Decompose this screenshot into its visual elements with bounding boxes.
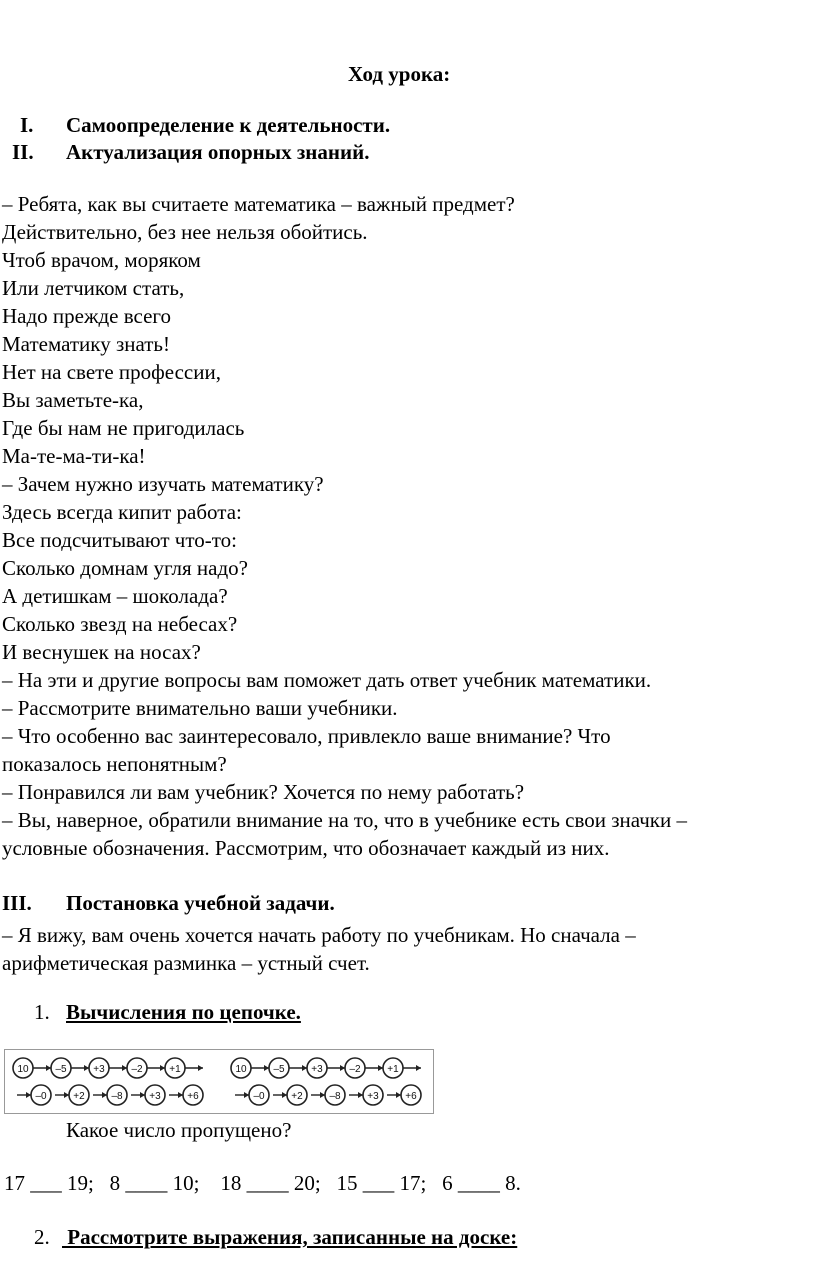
body-line: Или летчиком стать, bbox=[2, 276, 185, 300]
chain-arrowhead bbox=[416, 1065, 421, 1071]
body-line: Здесь всегда кипит работа: bbox=[2, 500, 242, 524]
chain-node-label: –2 bbox=[131, 1064, 143, 1075]
item-2-label: Рассмотрите выражения, записанные на доске: bbox=[62, 1225, 518, 1249]
body-line: Действительно, без нее нельзя обойтись. bbox=[2, 220, 368, 244]
chain-node-label: +1 bbox=[387, 1064, 399, 1075]
chain-node-label: –8 bbox=[329, 1091, 341, 1102]
chain-exercise-image bbox=[4, 1049, 434, 1114]
body-line: И веснушек на носах? bbox=[2, 640, 201, 664]
body-line: – Вы, наверное, обратили внимание на то, что в учебнике есть свои значки – bbox=[2, 808, 688, 832]
section-3-numeral: III. bbox=[2, 891, 32, 915]
question-text: Какое число пропущено? bbox=[66, 1118, 292, 1142]
item-1-number: 1. bbox=[34, 1000, 50, 1024]
missing-numbers-line: 17 ___ 19; 8 ____ 10; 18 ____ 20; 15 ___ 17; 6 ____ 8. bbox=[4, 1171, 521, 1195]
chain-node-label: 10 bbox=[17, 1064, 29, 1075]
chain-node-label: –5 bbox=[55, 1064, 67, 1075]
section-1-numeral: I. bbox=[20, 113, 34, 137]
task-line: арифметическая разминка – устный счет. bbox=[2, 951, 370, 975]
body-line: Чтоб врачом, моряком bbox=[2, 248, 201, 272]
body-line: условные обозначения. Рассмотрим, что обозначает каждый из них. bbox=[2, 836, 610, 860]
chain-node-label: 10 bbox=[235, 1064, 247, 1075]
chain-node-label: +6 bbox=[187, 1091, 199, 1102]
chain-node-label: –0 bbox=[35, 1091, 47, 1102]
body-line: А детишкам – шоколада? bbox=[2, 584, 228, 608]
body-line: Где бы нам не пригодилась bbox=[2, 416, 245, 440]
body-line: – Понравился ли вам учебник? Хочется по нему работать? bbox=[2, 780, 525, 804]
body-line: – На эти и другие вопросы вам поможет дать ответ учебник математики. bbox=[2, 668, 652, 692]
body-line: – Рассмотрите внимательно ваши учебники. bbox=[2, 696, 398, 720]
chain-node-label: +3 bbox=[311, 1064, 323, 1075]
section-2-numeral: II. bbox=[12, 140, 34, 164]
body-line: Надо прежде всего bbox=[2, 304, 172, 328]
chain-node-label: –8 bbox=[111, 1091, 123, 1102]
body-line: Нет на свете профессии, bbox=[2, 360, 221, 384]
section-3-heading: Постановка учебной задачи. bbox=[66, 891, 335, 915]
body-line: Все подсчитывают что-то: bbox=[2, 528, 237, 552]
task-line: – Я вижу, вам очень хочется начать работу по учебникам. Но сначала – bbox=[2, 923, 636, 947]
item-2-number: 2. bbox=[34, 1225, 50, 1249]
chain-node-label: +2 bbox=[73, 1091, 85, 1102]
body-line: Сколько звезд на небесах? bbox=[2, 612, 238, 636]
body-line: показалось непонятным? bbox=[2, 752, 227, 776]
chain-node-label: –5 bbox=[273, 1064, 285, 1075]
chain-node-label: –0 bbox=[253, 1091, 265, 1102]
chain-node-label: +6 bbox=[405, 1091, 417, 1102]
body-line: Сколько домнам угля надо? bbox=[2, 556, 248, 580]
chain-node-label: –2 bbox=[349, 1064, 361, 1075]
chain-arrowhead bbox=[198, 1065, 203, 1071]
chain-node-label: +1 bbox=[169, 1064, 181, 1075]
body-line: – Ребята, как вы считаете математика – важный предмет? bbox=[2, 192, 515, 216]
body-line: Ма-те-ма-ти-ка! bbox=[2, 444, 146, 468]
chain-node-label: +3 bbox=[93, 1064, 105, 1075]
item-1-label: Вычисления по цепочке. bbox=[66, 1000, 301, 1024]
body-line: Математику знать! bbox=[2, 332, 170, 356]
chain-node-label: +3 bbox=[149, 1091, 161, 1102]
section-1-heading: Самоопределение к деятельности. bbox=[66, 113, 391, 137]
page-title: Ход урока: bbox=[348, 62, 451, 86]
body-line: – Зачем нужно изучать математику? bbox=[2, 472, 324, 496]
section-2-heading: Актуализация опорных знаний. bbox=[66, 140, 370, 164]
body-line: – Что особенно вас заинтересовало, привлекло ваше внимание? Что bbox=[2, 724, 611, 748]
chain-node-label: +3 bbox=[367, 1091, 379, 1102]
body-line: Вы заметьте-ка, bbox=[2, 388, 144, 412]
chain-node-label: +2 bbox=[291, 1091, 303, 1102]
